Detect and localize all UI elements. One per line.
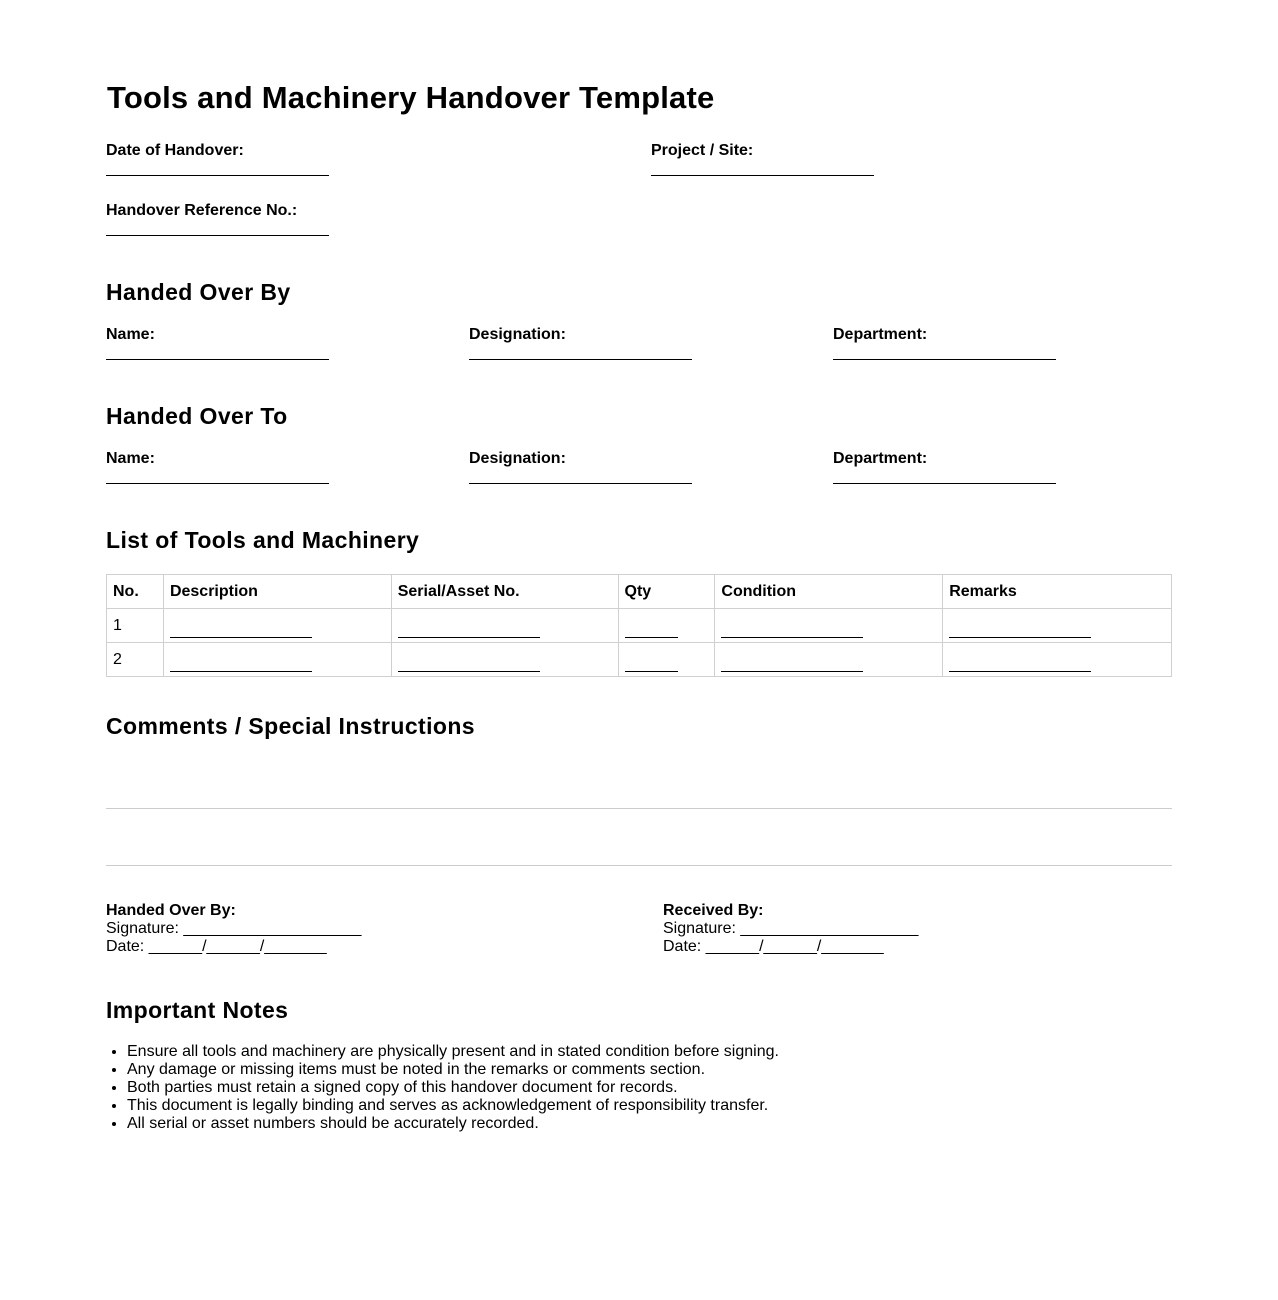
to-designation-label: Designation:	[469, 450, 566, 467]
signature-date-line[interactable]: Date: ______/______/_______	[663, 938, 884, 955]
signature-line[interactable]: Signature: ____________________	[663, 920, 919, 937]
project-site-field[interactable]	[651, 175, 874, 176]
comments-heading: Comments / Special Instructions	[106, 713, 475, 739]
description-cell[interactable]	[163, 643, 391, 677]
table-row	[107, 609, 1172, 643]
by-department-label: Department:	[833, 326, 928, 343]
by-department-field[interactable]	[833, 359, 1056, 360]
important-notes-heading: Important Notes	[106, 997, 289, 1023]
description-cell[interactable]	[163, 609, 391, 643]
tools-list-heading: List of Tools and Machinery	[106, 527, 420, 553]
tools-table	[106, 574, 1172, 677]
handed-over-by-signature-block	[106, 902, 361, 956]
handover-reference-field[interactable]	[106, 235, 329, 236]
list-item: • Both parties must retain a signed copy of this handover document for records.	[127, 1079, 779, 1097]
serial-cell[interactable]	[391, 643, 618, 677]
condition-cell[interactable]	[715, 643, 943, 677]
row-number: 1	[107, 609, 164, 643]
by-designation-field[interactable]	[469, 359, 692, 360]
to-name-label: Name:	[106, 450, 155, 467]
comment-line[interactable]	[106, 808, 1172, 809]
to-department-field[interactable]	[833, 483, 1056, 484]
list-item: • Ensure all tools and machinery are physically present and in stated condition before signing.	[127, 1043, 779, 1061]
column-header-condition: Condition	[715, 575, 943, 609]
by-name-field[interactable]	[106, 359, 329, 360]
column-header-qty: Qty	[618, 575, 715, 609]
to-designation-field[interactable]	[469, 483, 692, 484]
handed-over-to-heading: Handed Over To	[106, 403, 288, 429]
comment-line[interactable]	[106, 865, 1172, 866]
column-header-remarks: Remarks	[943, 575, 1172, 609]
table-header-row	[107, 575, 1172, 609]
signature-date-line[interactable]: Date: ______/______/_______	[106, 938, 327, 955]
by-designation-label: Designation:	[469, 326, 566, 343]
to-name-field[interactable]	[106, 483, 329, 484]
remarks-cell[interactable]	[943, 609, 1172, 643]
project-site-label: Project / Site:	[651, 142, 754, 159]
row-number: 2	[107, 643, 164, 677]
by-name-label: Name:	[106, 326, 155, 343]
to-department-label: Department:	[833, 450, 928, 467]
qty-cell[interactable]	[618, 643, 715, 677]
notes-list	[106, 1043, 779, 1133]
date-of-handover-field[interactable]	[106, 175, 329, 176]
handed-over-by-heading: Handed Over By	[106, 279, 291, 305]
date-of-handover-label: Date of Handover:	[106, 142, 244, 159]
handover-reference-label: Handover Reference No.:	[106, 202, 298, 219]
page-title: Tools and Machinery Handover Template	[107, 80, 715, 115]
column-header-serial: Serial/Asset No.	[391, 575, 618, 609]
list-item: • All serial or asset numbers should be accurately recorded.	[127, 1115, 779, 1133]
signature-heading: Handed Over By:	[106, 902, 236, 919]
signature-heading: Received By:	[663, 902, 764, 919]
column-header-description: Description	[163, 575, 391, 609]
received-by-signature-block	[663, 902, 918, 956]
remarks-cell[interactable]	[943, 643, 1172, 677]
serial-cell[interactable]	[391, 609, 618, 643]
list-item: • Any damage or missing items must be noted in the remarks or comments section.	[127, 1061, 779, 1079]
column-header-no: No.	[107, 575, 164, 609]
list-item: • This document is legally binding and serves as acknowledgement of responsibility transfer.	[127, 1097, 779, 1115]
qty-cell[interactable]	[618, 609, 715, 643]
condition-cell[interactable]	[715, 609, 943, 643]
signature-line[interactable]: Signature: ____________________	[106, 920, 362, 937]
table-row	[107, 643, 1172, 677]
